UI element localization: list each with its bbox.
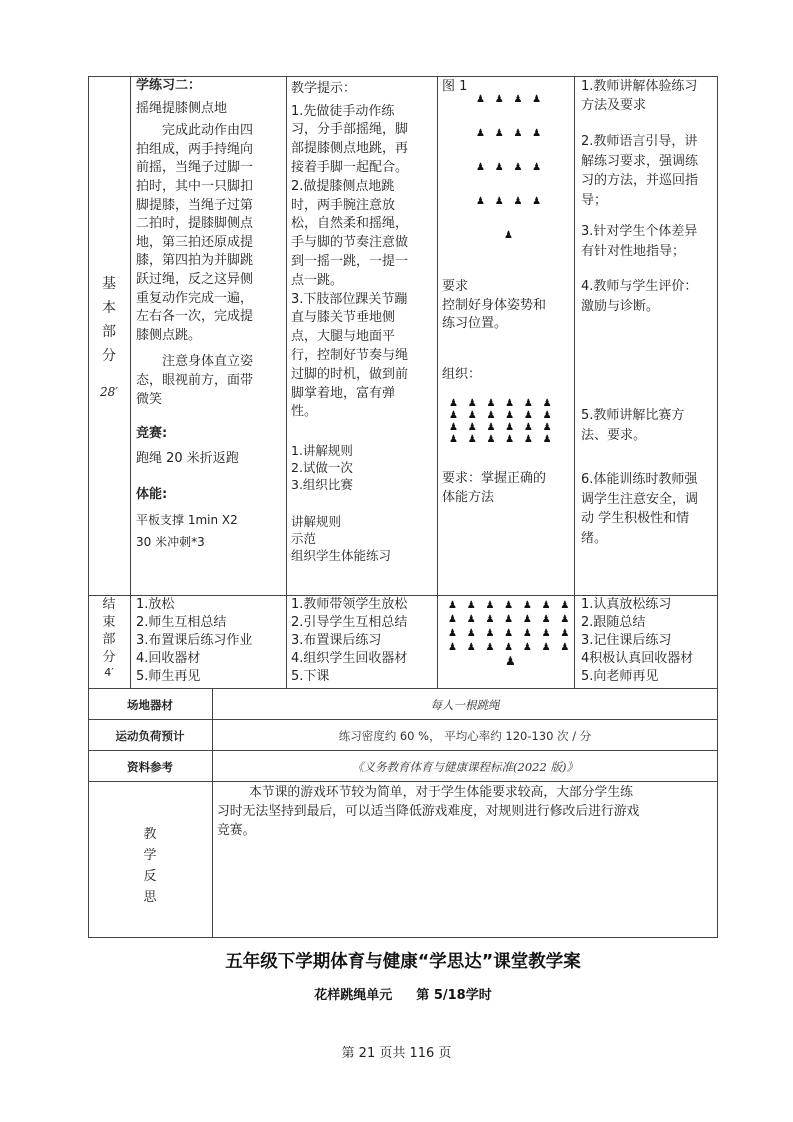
person-icon: ♟ <box>522 642 532 653</box>
person-icon: ♟ <box>466 642 476 653</box>
req-line: 控制好身体姿势和 <box>442 297 547 313</box>
req-title: 要求 <box>442 279 469 294</box>
end-student-line: 1.认真放松练习 <box>581 597 672 612</box>
tip-line: 3.下肢部位踝关节蹦 <box>291 291 408 307</box>
person-icon: ♟ <box>494 94 504 105</box>
row-divider-end-equip <box>88 688 718 689</box>
person-icon: ♟ <box>513 196 523 207</box>
person-icon: ♟ <box>523 422 533 433</box>
fitness-steps <box>291 513 435 564</box>
comp-step: 1.讲解规则 <box>291 443 353 459</box>
person-icon: ♟ <box>542 422 552 433</box>
person-icon: ♟ <box>541 628 551 639</box>
teaching-tips-column <box>291 80 435 564</box>
end-students <box>581 596 717 686</box>
activity-line: 习的方法，并巡回指 <box>581 173 699 188</box>
fitness-requirements <box>442 470 572 507</box>
person-icon: ♟ <box>486 434 496 445</box>
activity-6 <box>581 470 717 548</box>
note-line: 态，眼视前方，面带 <box>136 372 254 388</box>
person-icon: ♟ <box>486 410 496 421</box>
figure-label: 图 1 <box>442 79 468 94</box>
person-icon: ♟ <box>448 642 457 653</box>
reflection-label-char: 学 <box>143 848 157 863</box>
person-icon: ♟ <box>542 410 552 421</box>
person-icon: ♟ <box>560 642 570 653</box>
end-section-label <box>88 596 130 679</box>
desc-line: 重复动作完成一遍， <box>136 290 254 306</box>
activity-4 <box>581 277 717 316</box>
next-page-subtitle <box>88 984 718 1003</box>
load-label: 运动负荷预计 <box>115 729 185 743</box>
competition-title: 竞赛: <box>136 426 168 442</box>
person-icon: ♟ <box>541 614 551 625</box>
end-label-char: 结 <box>102 597 116 612</box>
tip-line: 过脚的时机，做到前 <box>291 366 409 382</box>
equipment-value: 每人一根跳绳 <box>430 698 500 712</box>
activity-line: 解练习要求，强调练 <box>581 153 699 169</box>
activity-line: 法、要求。 <box>581 427 647 443</box>
person-icon: ♟ <box>485 600 495 611</box>
person-icon: ♟ <box>449 422 458 433</box>
activity-line: 4.教师与学生评价： <box>581 279 698 294</box>
tips-title: 教学提示： <box>291 81 357 96</box>
activity-line: 有针对性地指导； <box>581 243 686 259</box>
reflection-label <box>88 824 212 908</box>
load-value: 练习密度约 60 %， 平均心率约 120-130 次 / 分 <box>338 729 592 743</box>
exercise-note <box>136 353 284 409</box>
person-icon: ♟ <box>560 628 570 639</box>
person-icon: ♟ <box>449 434 458 445</box>
end-content-line: 2.师生互相总结 <box>136 615 227 630</box>
tips-list <box>291 103 435 423</box>
desc-line: 二拍时，提膝脚侧点 <box>136 216 254 232</box>
page-number: 第 21 页共 116 页 <box>341 1046 452 1061</box>
desc-line: 膝，第四拍为并脚跳 <box>136 253 254 269</box>
desc-line: 脚提膝，当绳子过第 <box>136 197 254 213</box>
tip-line: 行，控制好节奏与绳 <box>291 347 409 363</box>
tip-line: 时，两手腕注意放 <box>291 197 396 213</box>
activity-line: 1.教师讲解体验练习 <box>581 79 698 94</box>
end-teacher-line: 2.引导学生互相总结 <box>291 615 408 630</box>
activity-2 <box>581 132 717 210</box>
person-icon: ♟ <box>467 398 477 409</box>
main-label-char: 本 <box>102 300 116 316</box>
note-line: 微笑 <box>136 391 163 407</box>
person-icon: ♟ <box>505 434 515 445</box>
person-icon: ♟ <box>476 196 485 207</box>
end-teacher-line: 4.组织学生回收器材 <box>291 651 408 666</box>
tip-line: 脚掌着地，富有弹 <box>291 385 396 401</box>
end-content-line: 5.师生再见 <box>136 669 201 684</box>
tip-line: 习，分手部摇绳，脚 <box>291 122 409 138</box>
end-content <box>136 596 284 686</box>
period-label: 第 5/18学时 <box>416 988 492 1003</box>
desc-line: 完成此动作由四 <box>162 123 254 139</box>
reflection-label-char: 反 <box>143 869 157 884</box>
activity-line: 5.教师讲解比赛方 <box>581 408 685 423</box>
tip-line: 接着手脚一起配合。 <box>291 159 409 175</box>
person-icon: ♟ <box>449 410 458 421</box>
desc-line: 拍时，其中一只脚扣 <box>136 178 254 194</box>
formation-figure-3 <box>448 600 570 668</box>
person-icon: ♟ <box>542 434 552 445</box>
row-divider-load-ref <box>88 750 718 751</box>
person-icon: ♟ <box>466 600 476 611</box>
desc-line: 左右各一次，完成提 <box>136 309 254 325</box>
fit-step: 示范 <box>291 531 317 547</box>
competition-steps <box>291 442 435 493</box>
reflection-line: 竞赛。 <box>217 823 256 838</box>
person-icon: ♟ <box>504 600 514 611</box>
desc-line: 跃过绳，反之这异侧 <box>136 271 254 287</box>
end-student-line: 3.记住课后练习 <box>581 633 672 648</box>
person-icon: ♟ <box>542 398 552 409</box>
activity-1 <box>581 78 717 115</box>
person-icon: ♟ <box>504 628 514 639</box>
person-icon: ♟ <box>467 434 477 445</box>
activity-3 <box>581 222 717 261</box>
person-icon: ♟ <box>505 422 515 433</box>
activity-line: 6.体能训练时教师强 <box>581 472 698 487</box>
person-icon: ♟ <box>485 642 495 653</box>
tip-line: 2.做提膝侧点地跳 <box>291 178 395 194</box>
person-icon: ♟ <box>513 94 523 105</box>
end-label-char: 束 <box>102 614 116 630</box>
tip-line: 点一跳。 <box>291 272 344 288</box>
label-col-divider <box>212 688 213 938</box>
person-icon: ♟ <box>448 614 457 625</box>
person-icon: ♟ <box>504 642 514 653</box>
person-icon: ♟ <box>494 196 504 207</box>
tip-line: 点，大腿与地面平 <box>291 329 396 345</box>
activity-5 <box>581 406 717 445</box>
person-icon: ♟ <box>476 94 485 105</box>
person-icon: ♟ <box>522 600 532 611</box>
person-icon: ♟ <box>466 628 476 639</box>
reference-label: 资料参考 <box>127 760 173 774</box>
fitness-line: 平板支撑 1min X2 <box>136 512 238 527</box>
formation-figure-1 <box>476 94 542 243</box>
competition-text: 跑绳 20 米折返跑 <box>136 450 239 466</box>
comp-step: 2.试做一次 <box>291 460 353 476</box>
person-icon: ♟ <box>448 628 457 639</box>
person-icon: ♟ <box>504 614 514 625</box>
person-icon: ♟ <box>449 398 458 409</box>
end-teacher-line: 5.下课 <box>291 669 330 684</box>
reflection-line: 习时无法坚持到最后，可以适当降低游戏难度，对规则进行修改后进行游戏 <box>217 804 640 819</box>
comp-step: 3.组织比赛 <box>291 477 353 493</box>
person-icon: ♟ <box>541 642 551 653</box>
tip-line: 直与膝关节垂地侧 <box>291 310 396 326</box>
reflection-label-char: 思 <box>143 890 157 905</box>
activity-line: 导； <box>581 192 608 208</box>
end-teacher-line: 1.教师带领学生放松 <box>291 597 408 612</box>
end-content-line: 3.布置课后练习作业 <box>136 633 253 648</box>
reference-value: 《义务教育体育与健康课程标准(2022 版)》 <box>352 760 578 774</box>
person-icon: ♟ <box>486 422 496 433</box>
person-icon: ♟ <box>532 128 542 139</box>
person-icon: ♟ <box>532 162 542 173</box>
person-icon: ♟ <box>522 614 532 625</box>
person-icon: ♟ <box>494 128 504 139</box>
end-teacher-line: 3.布置课后练习 <box>291 633 382 648</box>
tip-line: 松，自然柔和摇绳， <box>291 216 409 232</box>
person-icon: ♟ <box>523 434 533 445</box>
end-student-line: 4积极认真回收器材 <box>581 651 694 666</box>
desc-line: 前摇，当绳子过脚一 <box>136 160 254 176</box>
end-label-char: 部 <box>102 632 116 647</box>
tip-line: 手与脚的节奏注意做 <box>291 235 409 251</box>
reflection-line: 本节课的游戏环节较为简单，对于学生体能要求较高，大部分学生练 <box>249 785 633 800</box>
main-duration: 28′ <box>100 385 118 399</box>
person-icon: ♟ <box>466 614 476 625</box>
col-divider-2 <box>286 76 287 688</box>
activity-line: 方法及要求 <box>581 97 647 113</box>
person-icon: ♟ <box>513 162 523 173</box>
person-icon: ♟ <box>522 628 532 639</box>
person-icon: ♟ <box>486 398 496 409</box>
reflection-label-char: 教 <box>143 827 157 842</box>
person-icon: ♟ <box>523 398 533 409</box>
desc-line: 地，第三拍还原成提 <box>136 234 254 250</box>
main-section-label <box>88 272 130 404</box>
end-content-line: 1.放松 <box>136 597 175 612</box>
desc-line: 拍组成，两手持绳向 <box>136 141 254 157</box>
row-divider-equip-load <box>88 719 718 720</box>
person-icon: ♟ <box>476 128 485 139</box>
req-line: 练习位置。 <box>442 316 508 332</box>
tip-line: 1.先做徒手动作练 <box>291 103 395 119</box>
row-divider-ref-reflect <box>88 781 718 782</box>
col-divider-1 <box>130 76 131 688</box>
req2-line: 体能方法 <box>442 489 495 505</box>
note-line: 注意身体直立姿 <box>162 354 254 370</box>
end-teacher <box>291 596 435 686</box>
end-content-line: 4.回收器材 <box>136 651 201 666</box>
next-page-title: 五年级下学期体育与健康“学思达”课堂教学案 <box>225 952 581 972</box>
person-icon: ♟ <box>485 614 495 625</box>
tip-line: 到一摇一跳，一提一 <box>291 253 409 269</box>
person-icon: ♟ <box>505 410 515 421</box>
fit-step: 组织学生体能练习 <box>291 548 392 564</box>
person-icon: ♟ <box>541 600 551 611</box>
person-icon: ♟ <box>513 128 523 139</box>
person-icon: ♟ <box>467 422 477 433</box>
exercise-heading: 学练习二： <box>136 78 202 93</box>
person-icon: ♟ <box>560 614 570 625</box>
reflection-text <box>217 783 715 840</box>
exercise-description <box>136 122 284 345</box>
person-icon: ♟ <box>505 398 515 409</box>
desc-line: 膝侧点跳。 <box>136 327 202 343</box>
unit-name: 花样跳绳单元 <box>314 988 393 1003</box>
req2-line: 要求：掌握正确的 <box>442 471 547 486</box>
col-divider-3 <box>437 76 438 688</box>
end-label-char: 分 <box>102 649 116 665</box>
person-icon: ♟ <box>523 410 533 421</box>
person-icon: ♟ <box>448 600 457 611</box>
exercise-subheading: 摇绳提膝侧点地 <box>136 100 228 116</box>
organization-requirements <box>442 278 572 384</box>
end-student-line: 5.向老师再见 <box>581 669 659 684</box>
person-icon: ♟ <box>467 410 477 421</box>
fitness-line: 30 米冲刺*3 <box>136 535 205 550</box>
fit-step: 讲解规则 <box>291 514 342 530</box>
person-icon: ♟ <box>476 162 485 173</box>
activity-line: 绪。 <box>581 530 608 546</box>
person-icon: ♟ <box>494 162 504 173</box>
main-content-column <box>136 77 284 552</box>
main-label-char: 部 <box>102 324 116 340</box>
equipment-label: 场地器材 <box>127 698 173 712</box>
person-icon: ♟ <box>532 94 542 105</box>
activity-line: 2.教师语言引导，讲 <box>581 134 698 149</box>
end-student-line: 2.跟随总结 <box>581 615 646 630</box>
formation-figure-2 <box>449 398 552 446</box>
person-icon: ♟ <box>485 628 495 639</box>
activity-line: 调学生注意安全，调 <box>581 491 699 507</box>
main-label-char: 分 <box>102 348 116 364</box>
main-label-char: 基 <box>102 276 116 292</box>
teacher-icon: ♟ <box>504 230 513 241</box>
person-icon: ♟ <box>560 600 570 611</box>
activity-line: 3.针对学生个体差异 <box>581 224 698 239</box>
end-duration: 4′ <box>104 666 114 679</box>
person-icon: ♟ <box>532 196 542 207</box>
tip-line: 性。 <box>291 404 318 420</box>
org-title: 组织： <box>442 366 482 382</box>
col-divider-4 <box>574 76 575 688</box>
activity-line: 激励与诊断。 <box>581 298 660 314</box>
activity-line: 动 学生积极性和情 <box>581 511 690 526</box>
tip-line: 部提膝侧点地跳，再 <box>291 141 409 157</box>
teacher-icon: ♟ <box>505 654 516 668</box>
fitness-title: 体能: <box>136 487 168 503</box>
